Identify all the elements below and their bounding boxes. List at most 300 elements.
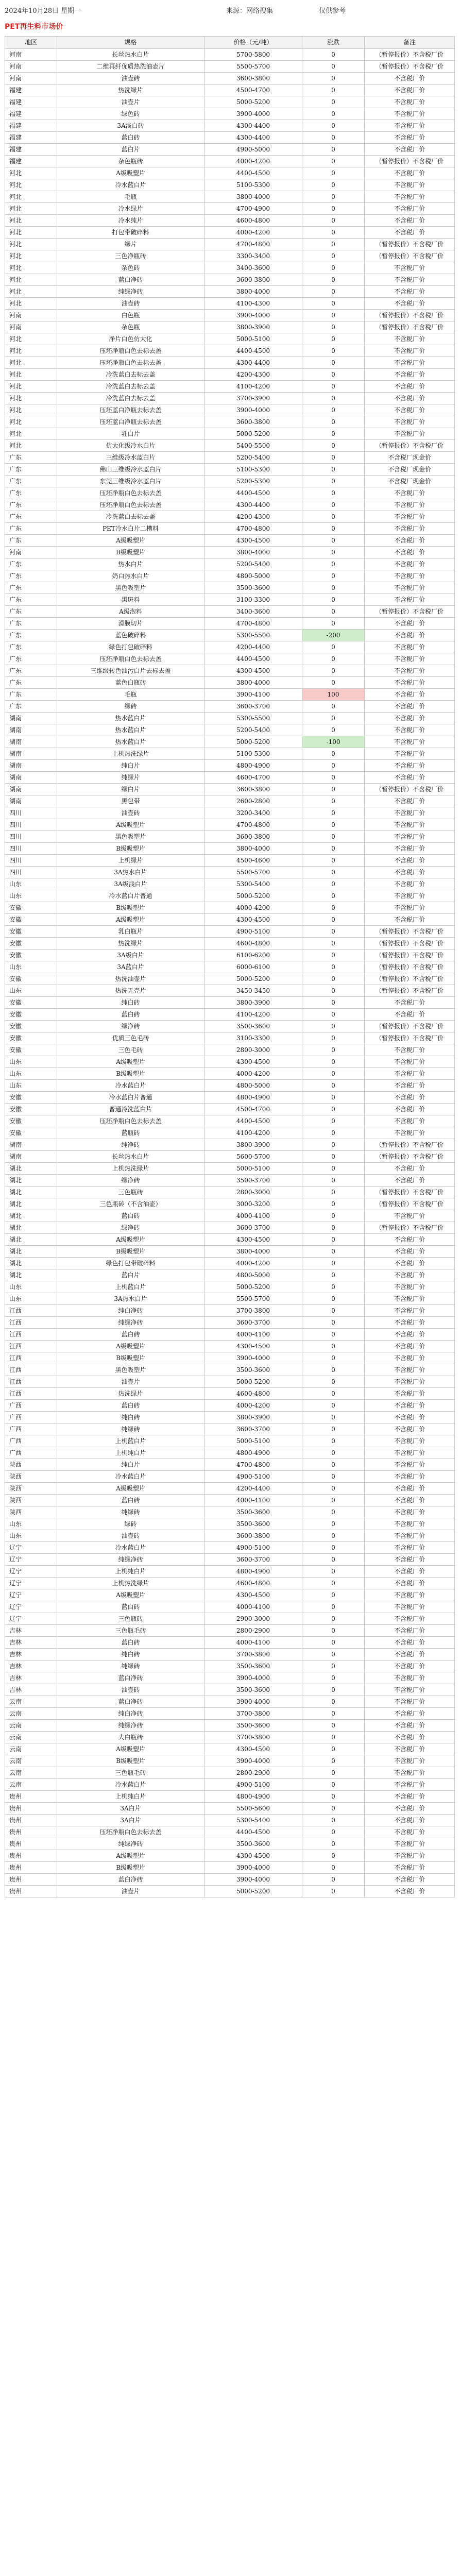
- change-cell: 0: [302, 618, 365, 630]
- area-cell: 福建: [5, 156, 57, 167]
- change-cell: 0: [302, 1423, 365, 1435]
- table-row: [5, 1269, 455, 1281]
- table-row: [5, 582, 455, 594]
- spec-cell: 冷水蓝白片: [57, 1471, 205, 1483]
- change-cell: 0: [302, 1459, 365, 1471]
- table-row: [5, 748, 455, 760]
- note-cell: 不含税厂价: [365, 1578, 455, 1589]
- area-cell: 河南: [5, 321, 57, 333]
- area-cell: 广东: [5, 677, 57, 689]
- spec-cell: 纯绿片: [57, 772, 205, 784]
- area-cell: 江西: [5, 1329, 57, 1341]
- table-row: [5, 262, 455, 274]
- price-cell: 3700-3800: [205, 1708, 302, 1720]
- change-cell: 0: [302, 855, 365, 867]
- price-cell: 3600-3800: [205, 416, 302, 428]
- table-row: [5, 1092, 455, 1104]
- note-cell: 不含税厂价: [365, 713, 455, 724]
- price-cell: 4000-4200: [205, 902, 302, 914]
- area-cell: 陕西: [5, 1506, 57, 1518]
- table-row: [5, 724, 455, 736]
- note-cell: 不含税厂价: [365, 1601, 455, 1613]
- change-cell: -100: [302, 736, 365, 748]
- table-row: [5, 203, 455, 215]
- table-row: [5, 1862, 455, 1874]
- note-cell: 不含税厂价: [365, 1483, 455, 1495]
- spec-cell: 黑色吸塑片: [57, 831, 205, 843]
- area-cell: 广西: [5, 1423, 57, 1435]
- change-cell: 0: [302, 1163, 365, 1175]
- price-cell: 4800-5000: [205, 570, 302, 582]
- note-cell: 不含税厂价: [365, 381, 455, 393]
- price-cell: 4700-4800: [205, 523, 302, 535]
- change-cell: 0: [302, 1341, 365, 1352]
- note-cell: （暂停报价）不含税厂价: [365, 938, 455, 950]
- change-cell: 0: [302, 345, 365, 357]
- note-cell: 不含税厂价: [365, 1092, 455, 1104]
- note-cell: （暂停报价）不含税厂价: [365, 606, 455, 618]
- note-cell: （暂停报价）不含税厂价: [365, 961, 455, 973]
- change-cell: 0: [302, 1637, 365, 1649]
- area-cell: 福建: [5, 132, 57, 144]
- area-cell: 安徽: [5, 1092, 57, 1104]
- spec-cell: 纯绿净砖: [57, 1554, 205, 1566]
- change-cell: 0: [302, 641, 365, 653]
- table-row: [5, 1400, 455, 1412]
- spec-cell: 冷水蓝白片普通: [57, 890, 205, 902]
- area-cell: 云南: [5, 1755, 57, 1767]
- change-cell: 0: [302, 1175, 365, 1187]
- table-row: [5, 1388, 455, 1400]
- spec-cell: 蓝色破碎料: [57, 630, 205, 641]
- table-row: [5, 1708, 455, 1720]
- price-cell: 2900-3000: [205, 1613, 302, 1625]
- table-row: [5, 1139, 455, 1151]
- change-cell: 0: [302, 167, 365, 179]
- spec-cell: 蓝白砖: [57, 1495, 205, 1506]
- price-cell: 5300-5400: [205, 1815, 302, 1826]
- price-cell: 3600-3800: [205, 1530, 302, 1542]
- area-cell: 湖南: [5, 748, 57, 760]
- note-cell: 不含税厂价: [365, 1850, 455, 1862]
- price-cell: 4600-4800: [205, 1578, 302, 1589]
- change-cell: 0: [302, 1601, 365, 1613]
- table-row: [5, 1601, 455, 1613]
- table-row: [5, 689, 455, 701]
- spec-cell: 绿色打包破碎料: [57, 641, 205, 653]
- table-row: [5, 487, 455, 499]
- note-cell: 不含税厂价: [365, 1234, 455, 1246]
- spec-cell: 三色瓶毛砖: [57, 1625, 205, 1637]
- area-cell: 广东: [5, 570, 57, 582]
- spec-cell: 杂色砖: [57, 262, 205, 274]
- change-cell: 0: [302, 1874, 365, 1886]
- table-row: [5, 938, 455, 950]
- spec-cell: A级吸塑片: [57, 1341, 205, 1352]
- reference-note: 仅供参考: [319, 7, 346, 15]
- area-cell: 云南: [5, 1767, 57, 1779]
- note-cell: 不含税厂价: [365, 262, 455, 274]
- price-cell: 4600-4700: [205, 772, 302, 784]
- spec-cell: 压坯净瓶白色去标去盖: [57, 1115, 205, 1127]
- note-cell: （暂停报价）不含税厂价: [365, 1198, 455, 1210]
- note-cell: 不含税厂价: [365, 499, 455, 511]
- area-cell: 河南: [5, 547, 57, 558]
- spec-cell: 压坯净瓶白色去标去盖: [57, 1826, 205, 1838]
- change-cell: 0: [302, 1127, 365, 1139]
- change-cell: 0: [302, 1080, 365, 1092]
- table-row: [5, 511, 455, 523]
- note-cell: 不含税厂价: [365, 179, 455, 191]
- spec-cell: A级吸塑片: [57, 1589, 205, 1601]
- spec-cell: 纯白片: [57, 1459, 205, 1471]
- price-cell: 4700-4800: [205, 239, 302, 250]
- price-cell: 4400-4500: [205, 167, 302, 179]
- spec-cell: 毛瓶: [57, 191, 205, 203]
- area-cell: 云南: [5, 1743, 57, 1755]
- price-cell: 3800-4000: [205, 1246, 302, 1258]
- note-cell: 不含税厂价: [365, 772, 455, 784]
- spec-cell: 压坯净瓶白色去标去盖: [57, 357, 205, 369]
- price-cell: 4200-4300: [205, 511, 302, 523]
- table-row: [5, 156, 455, 167]
- note-cell: 不含税厂价: [365, 1258, 455, 1269]
- table-row: [5, 1554, 455, 1566]
- change-cell: 0: [302, 1850, 365, 1862]
- table-row: [5, 831, 455, 843]
- price-cell: 4300-4500: [205, 1341, 302, 1352]
- table-row: [5, 1495, 455, 1506]
- change-cell: 0: [302, 476, 365, 487]
- table-row: [5, 1423, 455, 1435]
- spec-cell: A级吸塑片: [57, 914, 205, 926]
- price-cell: 3900-4100: [205, 689, 302, 701]
- table-row: [5, 1376, 455, 1388]
- price-cell: 4000-4100: [205, 1329, 302, 1341]
- spec-cell: 纯白净砖: [57, 1305, 205, 1317]
- change-cell: 0: [302, 1791, 365, 1803]
- table-row: [5, 1625, 455, 1637]
- table-row: [5, 594, 455, 606]
- table-row: [5, 855, 455, 867]
- area-cell: 吉林: [5, 1672, 57, 1684]
- area-cell: 陕西: [5, 1459, 57, 1471]
- area-cell: 安徽: [5, 926, 57, 938]
- note-cell: 不含税厂价: [365, 1305, 455, 1317]
- note-cell: 不含税厂价: [365, 1388, 455, 1400]
- area-cell: 贵州: [5, 1886, 57, 1897]
- price-cell: 4300-4500: [205, 1743, 302, 1755]
- area-cell: 河北: [5, 333, 57, 345]
- area-cell: 河北: [5, 393, 57, 404]
- price-cell: 4300-4500: [205, 1056, 302, 1068]
- area-cell: 广东: [5, 606, 57, 618]
- spec-cell: 净片白色仿大化: [57, 333, 205, 345]
- change-cell: 0: [302, 606, 365, 618]
- table-row: [5, 1364, 455, 1376]
- note-cell: 不含税厂价: [365, 867, 455, 878]
- area-cell: 云南: [5, 1732, 57, 1743]
- table-row: [5, 1850, 455, 1862]
- note-cell: （暂停报价）不含税厂价: [365, 321, 455, 333]
- price-cell: 4300-4400: [205, 499, 302, 511]
- area-cell: 河北: [5, 191, 57, 203]
- table-row: [5, 179, 455, 191]
- change-cell: 0: [302, 1234, 365, 1246]
- table-row: [5, 1187, 455, 1198]
- price-cell: 4300-4500: [205, 914, 302, 926]
- spec-cell: 3A热水白片: [57, 867, 205, 878]
- spec-cell: 杂色瓶砖: [57, 156, 205, 167]
- note-cell: 不含税厂价: [365, 523, 455, 535]
- change-cell: 0: [302, 357, 365, 369]
- change-cell: 0: [302, 1625, 365, 1637]
- change-cell: 0: [302, 416, 365, 428]
- table-row: [5, 985, 455, 997]
- table-row: [5, 926, 455, 938]
- note-cell: 不含税厂价: [365, 618, 455, 630]
- change-cell: 0: [302, 321, 365, 333]
- change-cell: 0: [302, 867, 365, 878]
- area-cell: 贵州: [5, 1815, 57, 1826]
- spec-cell: 压坯净瓶白色去标去盖: [57, 653, 205, 665]
- spec-cell: B级吸塑片: [57, 843, 205, 855]
- note-cell: 不含税厂价: [365, 120, 455, 132]
- note-cell: 不含税厂价: [365, 1779, 455, 1791]
- column-header-area: 地区: [5, 37, 57, 49]
- price-cell: 6100-6200: [205, 950, 302, 961]
- change-cell: 0: [302, 1447, 365, 1459]
- note-cell: 不含税厂价: [365, 1743, 455, 1755]
- change-cell: 0: [302, 1732, 365, 1743]
- table-row: [5, 1151, 455, 1163]
- change-cell: 0: [302, 1388, 365, 1400]
- table-row: [5, 997, 455, 1009]
- price-cell: 2800-3000: [205, 1187, 302, 1198]
- table-row: [5, 1317, 455, 1329]
- note-cell: 不含税厂价: [365, 227, 455, 239]
- area-cell: 贵州: [5, 1803, 57, 1815]
- table-row: [5, 1127, 455, 1139]
- change-cell: 0: [302, 487, 365, 499]
- price-cell: 3800-4000: [205, 547, 302, 558]
- area-cell: 河北: [5, 215, 57, 227]
- spec-cell: 油壶砖: [57, 1530, 205, 1542]
- price-cell: 3600-3800: [205, 274, 302, 286]
- price-cell: 3500-3600: [205, 1720, 302, 1732]
- note-cell: 不含税厂价: [365, 807, 455, 819]
- area-cell: 湖南: [5, 736, 57, 748]
- area-cell: 河北: [5, 369, 57, 381]
- area-cell: 湖北: [5, 1258, 57, 1269]
- price-cell: 4000-4100: [205, 1601, 302, 1613]
- price-cell: 4600-4800: [205, 938, 302, 950]
- table-row: [5, 1056, 455, 1068]
- area-cell: 辽宁: [5, 1542, 57, 1554]
- area-cell: 山东: [5, 1293, 57, 1305]
- spec-cell: 热水蓝白片: [57, 713, 205, 724]
- note-cell: （暂停报价）不含税厂价: [365, 239, 455, 250]
- area-cell: 河北: [5, 298, 57, 310]
- area-cell: 湖南: [5, 713, 57, 724]
- price-cell: 3900-4000: [205, 1874, 302, 1886]
- table-row: [5, 286, 455, 298]
- price-cell: 3600-3800: [205, 784, 302, 795]
- area-cell: 安徽: [5, 973, 57, 985]
- note-cell: （暂停报价）不含税厂价: [365, 310, 455, 321]
- spec-cell: 纯绿净砖: [57, 1838, 205, 1850]
- table-row: [5, 535, 455, 547]
- change-cell: 0: [302, 938, 365, 950]
- note-cell: 不含税厂价: [365, 547, 455, 558]
- area-cell: 河北: [5, 239, 57, 250]
- change-cell: 0: [302, 1412, 365, 1423]
- table-row: [5, 310, 455, 321]
- note-cell: 不含税厂价: [365, 843, 455, 855]
- price-cell: 5300-5500: [205, 713, 302, 724]
- table-row: [5, 736, 455, 748]
- change-cell: 0: [302, 701, 365, 713]
- note-cell: 不含税厂价: [365, 1815, 455, 1826]
- price-cell: 3450-3450: [205, 985, 302, 997]
- note-cell: 不含税厂价: [365, 535, 455, 547]
- note-cell: 不含税厂价: [365, 1767, 455, 1779]
- price-cell: 4200-4400: [205, 1483, 302, 1495]
- price-cell: 4400-4500: [205, 487, 302, 499]
- table-row: [5, 1305, 455, 1317]
- note-cell: 不含税厂价: [365, 1104, 455, 1115]
- spec-cell: 压坯蓝白净瓶去标去盖: [57, 404, 205, 416]
- change-cell: 0: [302, 1246, 365, 1258]
- area-cell: 湖北: [5, 1246, 57, 1258]
- table-row: [5, 570, 455, 582]
- spec-cell: 蓝白净砖: [57, 1672, 205, 1684]
- change-cell: 0: [302, 760, 365, 772]
- table-row: [5, 1222, 455, 1234]
- area-cell: 贵州: [5, 1874, 57, 1886]
- price-cell: 5100-5300: [205, 179, 302, 191]
- change-cell: 0: [302, 914, 365, 926]
- area-cell: 山东: [5, 1080, 57, 1092]
- change-cell: 0: [302, 902, 365, 914]
- price-cell: 4900-5100: [205, 1542, 302, 1554]
- price-cell: 5200-5300: [205, 476, 302, 487]
- change-cell: 0: [302, 1684, 365, 1696]
- note-cell: （暂停报价）不含税厂价: [365, 973, 455, 985]
- area-cell: 安徽: [5, 1021, 57, 1032]
- change-cell: 0: [302, 1139, 365, 1151]
- table-row: [5, 1886, 455, 1897]
- spec-cell: 三维级冷水蓝白片: [57, 452, 205, 464]
- spec-cell: 普通冷洗蓝白片: [57, 1104, 205, 1115]
- change-cell: 0: [302, 665, 365, 677]
- header-bar: [5, 3, 455, 16]
- area-cell: 贵州: [5, 1862, 57, 1874]
- price-cell: 3500-3600: [205, 1518, 302, 1530]
- spec-cell: 上机蓝白片: [57, 1435, 205, 1447]
- note-cell: （暂停报价）不含税厂价: [365, 1222, 455, 1234]
- change-cell: 0: [302, 1530, 365, 1542]
- spec-cell: 纯绿净砖: [57, 286, 205, 298]
- table-row: [5, 1104, 455, 1115]
- table-row: [5, 393, 455, 404]
- price-cell: 4700-4800: [205, 1459, 302, 1471]
- area-cell: 广东: [5, 618, 57, 630]
- spec-cell: 油壶片: [57, 1886, 205, 1897]
- change-cell: 0: [302, 950, 365, 961]
- spec-cell: 白色瓶: [57, 310, 205, 321]
- area-cell: 四川: [5, 831, 57, 843]
- table-header-row: [5, 37, 455, 49]
- note-cell: 不含税厂价: [365, 333, 455, 345]
- price-cell: 4500-4700: [205, 1104, 302, 1115]
- area-cell: 河北: [5, 428, 57, 440]
- spec-cell: 3A热水白片: [57, 1293, 205, 1305]
- spec-cell: 绿砖: [57, 1518, 205, 1530]
- area-cell: 广东: [5, 499, 57, 511]
- table-row: [5, 1589, 455, 1601]
- change-cell: 0: [302, 250, 365, 262]
- spec-cell: B级吸塑片: [57, 1755, 205, 1767]
- spec-cell: 仿大化级冷水白片: [57, 440, 205, 452]
- spec-cell: 压坯净瓶白色去标去盖: [57, 487, 205, 499]
- change-cell: 0: [302, 61, 365, 73]
- change-cell: 0: [302, 1518, 365, 1530]
- table-row: [5, 914, 455, 926]
- price-cell: 5000-5200: [205, 428, 302, 440]
- spec-cell: 压坯蓝白净瓶去标去盖: [57, 416, 205, 428]
- table-row: [5, 321, 455, 333]
- spec-cell: 热水蓝白片: [57, 736, 205, 748]
- note-cell: （暂停报价）不含税厂价: [365, 1139, 455, 1151]
- area-cell: 广东: [5, 511, 57, 523]
- note-cell: 不含税厂价: [365, 1281, 455, 1293]
- price-cell: 4100-4300: [205, 298, 302, 310]
- spec-cell: 蓝白净砖: [57, 274, 205, 286]
- area-cell: 安徽: [5, 938, 57, 950]
- note-cell: 不含税厂价: [365, 404, 455, 416]
- change-cell: 0: [302, 807, 365, 819]
- table-row: [5, 191, 455, 203]
- area-cell: 湖北: [5, 1234, 57, 1246]
- table-row: [5, 1281, 455, 1293]
- note-cell: 不含税厂价: [365, 298, 455, 310]
- spec-cell: 纯白片: [57, 760, 205, 772]
- table-row: [5, 1613, 455, 1625]
- price-cell: 3500-3700: [205, 1175, 302, 1187]
- change-cell: 0: [302, 535, 365, 547]
- note-cell: 不含税厂价: [365, 1352, 455, 1364]
- area-cell: 江西: [5, 1352, 57, 1364]
- note-cell: 不含税厂价: [365, 1696, 455, 1708]
- note-cell: 不含税厂价: [365, 736, 455, 748]
- area-cell: 贵州: [5, 1826, 57, 1838]
- spec-cell: B级吸塑片: [57, 1068, 205, 1080]
- spec-cell: 打包带破碎料: [57, 227, 205, 239]
- change-cell: 0: [302, 1542, 365, 1554]
- price-cell: 3900-4000: [205, 1862, 302, 1874]
- change-cell: 100: [302, 689, 365, 701]
- price-cell: 3900-4000: [205, 1672, 302, 1684]
- change-cell: 0: [302, 310, 365, 321]
- price-cell: 3600-3700: [205, 1423, 302, 1435]
- price-cell: 4300-4400: [205, 357, 302, 369]
- price-cell: 4000-4100: [205, 1210, 302, 1222]
- change-cell: 0: [302, 1329, 365, 1341]
- table-row: [5, 84, 455, 96]
- spec-cell: 冷洗蓝白去标去盖: [57, 369, 205, 381]
- spec-cell: 压坯净瓶白色去标去盖: [57, 499, 205, 511]
